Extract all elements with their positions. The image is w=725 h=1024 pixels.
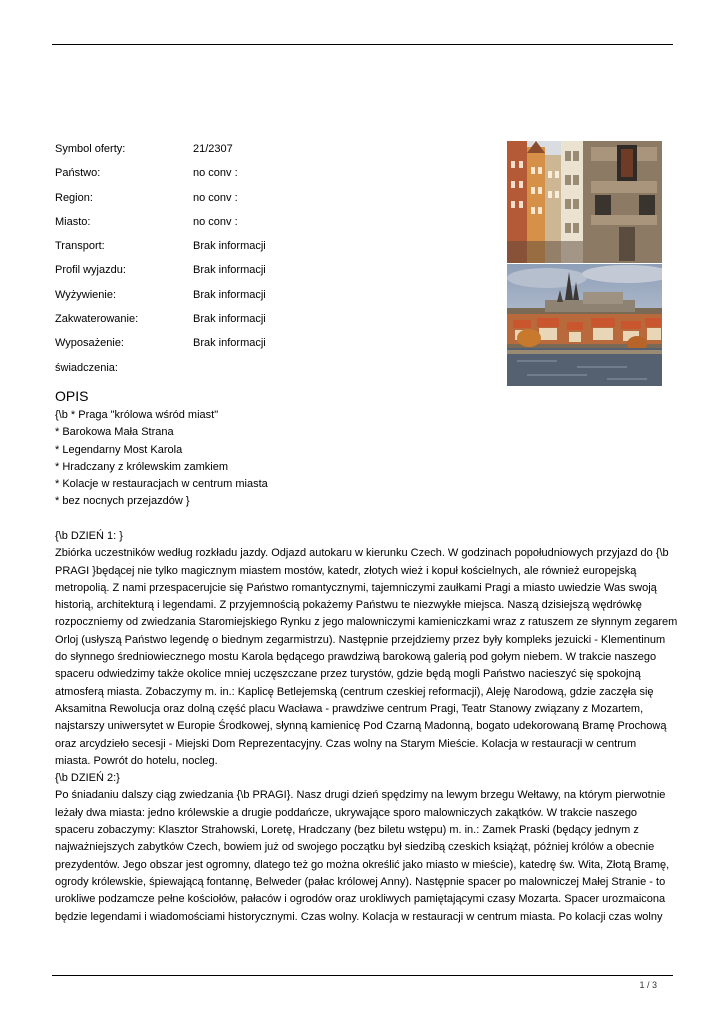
info-label: świadczenia: xyxy=(55,361,118,374)
text-line: oraz arcydzieło secesji - Miejski Dom Reprezentacyjny. Czas wolny na Starym Mieście. Kolacja w restauracji w centrum xyxy=(55,737,637,750)
text-line: atmosferą miasta. Zobaczymy m. in.: Kaplicę Betlejemską (centrum czeskiej reformacji), Aleję Narodową, gdzie zaczęła się xyxy=(55,685,654,698)
photo-old-town-facades xyxy=(507,141,662,263)
text-line: {\b DZIEŃ 2:} xyxy=(55,772,120,785)
page-number: 1 / 3 xyxy=(639,980,657,990)
text-line: ogrody królewskie, śpiewającą fontannę, Belweder (pałac królowej Anny). Następnie spacer po malowniczej Małej Stranie - to xyxy=(55,875,666,888)
text-line: rozpoczniemy od zwiedzania Staromiejskiego Rynku z jego malowniczymi kamieniczkami wraz z ratuszem ze słynnym zegarem xyxy=(55,616,678,629)
info-value: Brak informacji xyxy=(193,288,266,301)
info-label: Profil wyjazdu: xyxy=(55,264,126,277)
text-line: prezydentów. Jego obszar jest ogromny, dlatego też go można określić jako miasto w mieście), katedrę św. Wita, Złotą Bramę, xyxy=(55,858,670,871)
info-value: no conv : xyxy=(193,191,238,204)
info-label: Miasto: xyxy=(55,215,91,228)
text-line: najważniejszych zabytków Czech, bowiem już od swojego początku był siedzibą czeskich książąt, później królów a obecnie xyxy=(55,841,655,854)
highlights-list xyxy=(55,407,268,511)
text-line: spaceru zobaczymy: Klasztor Strahowski, Loretę, Hradczany (bez biletu wstępu) m. in.: Zamek Praski (będący jednym z xyxy=(55,824,639,837)
section-title: OPIS xyxy=(55,388,89,404)
list-item: * Hradczany z królewskim zamkiem xyxy=(55,460,228,473)
info-row xyxy=(55,336,355,360)
text-line: PRAGI }będącej nie tylko magicznym miastem mostów, katedr, złotych wież i kopuł kościelnych, ale również europejską xyxy=(55,564,637,577)
info-value: no conv : xyxy=(193,215,238,228)
info-row xyxy=(55,239,355,263)
info-label: Transport: xyxy=(55,240,105,253)
info-label: Wyżywienie: xyxy=(55,288,117,301)
itinerary-text xyxy=(55,528,678,926)
info-value: 21/2307 xyxy=(193,143,233,155)
footer-rule xyxy=(52,975,673,976)
list-item: * Barokowa Mała Strana xyxy=(55,426,174,439)
text-line: urokliwe podzamcze pełne kościołów, pałaców i ogrodów oraz urokliwych pamiętającymi czasy Mozarta. Spacer urozmaicona xyxy=(55,893,666,906)
text-line: historią, architekturą i legendami. Z przyjemnością pokażemy Państwu te niezwykłe miejsca. Naszą dzisiejszą wędrówkę xyxy=(55,599,642,612)
info-value: Brak informacji xyxy=(193,337,266,350)
text-line: miasta. Powrót do hotelu, nocleg. xyxy=(55,754,218,767)
text-line: najstarszy uniwersytet w Europie Środkowej, słynną kamienicę Pod Czarną Madonną, bogato udekorowaną Bramę Prochową xyxy=(55,720,667,733)
info-label: Region: xyxy=(55,191,93,204)
photo-prague-castle-panorama xyxy=(507,264,662,386)
text-line: będzie legendami i wiadomościami historycznymi. Czas wolny. Kolacja w restauracji w centrum miasta. Po kolacji czas wolny xyxy=(55,910,663,923)
info-row xyxy=(55,288,355,312)
info-row xyxy=(55,142,355,166)
photo-column xyxy=(507,141,662,386)
list-item: * Kolacje w restauracjach w centrum miasta xyxy=(55,478,268,491)
text-line: spaceru odwiedzimy także okolice mniej uczęszczane przez turystów, gdzie będą mogli Państwo nacieszyć się spokojną xyxy=(55,668,641,681)
info-row xyxy=(55,361,355,385)
info-row xyxy=(55,263,355,287)
info-label: Zakwaterowanie: xyxy=(55,313,139,326)
text-line: leżały dwa miasta: jedno królewskie a drugie poddańcze, ukrywające sporo malowniczych zakątków. W trakcie naszego xyxy=(55,806,638,819)
info-value: Brak informacji xyxy=(193,313,266,326)
offer-info-table xyxy=(55,142,355,385)
list-item: * Legendarny Most Karola xyxy=(55,443,183,456)
info-value: Brak informacji xyxy=(193,240,266,253)
list-item: * bez nocnych przejazdów } xyxy=(55,495,190,508)
text-line: Zbiórka uczestników według rozkładu jazdy. Odjazd autokaru w kierunku Czech. W godzinach popołudniowych przyjazd do {\b xyxy=(55,547,669,560)
header-rule xyxy=(52,44,673,45)
text-line: Po śniadaniu dalszy ciąg zwiedzania {\b PRAGI}. Nasz drugi dzień spędzimy na lewym brzegu Wełtawy, na którym pierwotnie xyxy=(55,789,666,802)
info-value: no conv : xyxy=(193,167,238,180)
info-row xyxy=(55,191,355,215)
text-line: metropolią. Z nami przespacerujcie się Państwo romantycznymi, tajemniczymi zaułkami Pragi a miasto uwiedzie Was swoją xyxy=(55,581,657,594)
list-item: {\b * Praga "królowa wśród miast" xyxy=(55,409,219,421)
text-line: do słynnego średniowiecznego mostu Karola będącego prawdziwą barokową galerią pod gołym niebem. W trakcie naszego xyxy=(55,651,657,664)
info-label: Symbol oferty: xyxy=(55,143,126,155)
text-line: {\b DZIEŃ 1: } xyxy=(55,530,123,542)
info-label: Państwo: xyxy=(55,167,101,180)
info-label: Wyposażenie: xyxy=(55,337,124,350)
info-row xyxy=(55,312,355,336)
text-line: Aksamitna Rewolucja oraz dolną część placu Wacława - prawdziwe centrum Pragi, Teatr Stanowy związany z Mozartem, xyxy=(55,702,644,715)
info-value: Brak informacji xyxy=(193,264,266,277)
text-line: Orloj (usłyszą Państwo legendę o biednym zegarmistrzu). Następnie przejdziemy przez były kompleks jezuicki - Klementinum xyxy=(55,633,666,646)
info-row xyxy=(55,166,355,190)
info-row xyxy=(55,215,355,239)
